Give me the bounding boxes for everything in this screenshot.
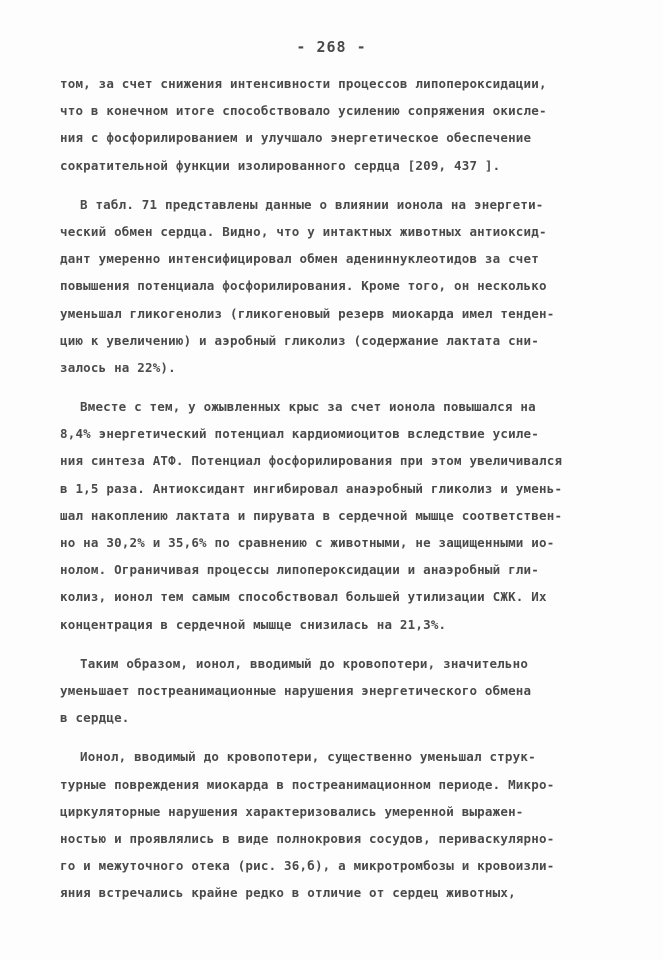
text-line: колиз, ионол тем самым способствовал большей утилизации СЖК. Их (60, 589, 547, 605)
text-line: Ионол, вводимый до кровопотери, существенно уменьшал струк- (80, 749, 536, 765)
text-line: В табл. 71 представлены данные о влиянии ионола на энергети- (80, 196, 544, 212)
text-line: в 1,5 раза. Антиоксидант ингибировал анаэробный гликолиз и умень- (60, 480, 563, 496)
text-line: том, за счет снижения интенсивности процессов липопероксидации, (60, 76, 547, 91)
paragraph-2 (60, 191, 630, 381)
text-line: Вместе с тем, у ожывленных крыс за счет ионола повышался на (80, 399, 536, 415)
text-line: уменьшает постреанимационные нарушения энергетического обмена (60, 682, 532, 698)
text-line: яния встречались крайне редко в отличие от сердец животных, (60, 885, 516, 901)
text-line: шал накоплению лактата и пирувата в сердечной мышце соответствен- (60, 507, 563, 523)
text-line: ния с фосфорилированием и улучшало энергетическое обеспечение (60, 130, 532, 146)
text-line: в сердце. (60, 710, 130, 726)
text-line: ностью и проявлялись в виде полнокровия сосудов, периваскулярно- (60, 830, 555, 846)
body-text (60, 70, 630, 906)
text-line: 8,4% энергетический потенциал кардиомиоцитов вследствие усиле- (60, 426, 539, 442)
text-line: дант умеренно интенсифицировал обмен адениннуклеотидов за счет (60, 251, 539, 267)
text-line: уменьшал гликогенолиз (гликогеновый резерв миокарда имел тенден- (60, 305, 555, 321)
paragraph-5 (60, 743, 630, 906)
text-line: цию к увеличению) и аэробный гликолиз (содержание лактата сни- (60, 332, 539, 348)
text-line: что в конечном итоге способствовало усилению сопряжения окисле- (60, 103, 547, 119)
paragraph-3 (60, 393, 630, 638)
text-line: концентрация в сердечной мышце снизилась на 21,3%. (60, 616, 447, 632)
text-line: го и межуточного отека (рис. 36,б), а микротромбозы и кровоизли- (60, 858, 555, 874)
text-line: сократительной функции изолированного сердца [209, 437 ]. (60, 157, 501, 173)
text-line: но на 30,2% и 35,6% по сравнению с животными, не защищенными ио- (60, 535, 555, 550)
text-line: ния синтеза АТФ. Потенциал фосфорилирования при этом увеличивался (60, 453, 563, 469)
text-line: циркуляторные нарушения характеризовались умеренной выражен- (60, 803, 524, 819)
text-line: Таким образом, ионол, вводимый до кровопотери, значительно (80, 655, 529, 671)
text-line: нолом. Ограничивая процессы липопероксидации и анаэробный гли- (60, 562, 539, 578)
text-line: повышения потенциала фосфорилирования. Кроме того, он несколько (60, 278, 547, 294)
text-line: ческий обмен сердца. Видно, что у интактных животных антиоксид- (60, 223, 547, 239)
paragraph-1 (60, 70, 630, 179)
paragraph-4 (60, 650, 630, 732)
text-line: залось на 22%). (60, 359, 176, 375)
page-number: - 268 - (296, 38, 367, 56)
text-line: турные повреждения миокарда в постреанимационном периоде. Микро- (60, 776, 555, 792)
